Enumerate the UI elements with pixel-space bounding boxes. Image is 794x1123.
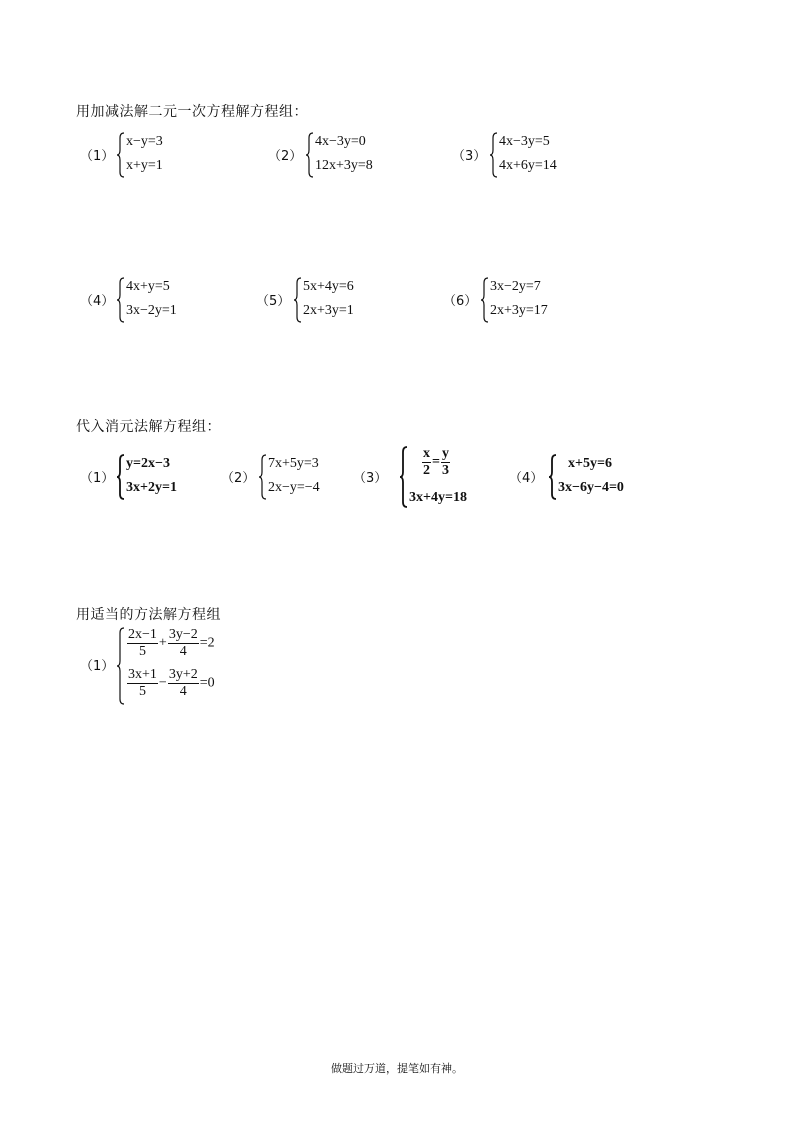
equation-line: 4x−3y=0 <box>315 134 366 149</box>
left-brace-icon <box>258 454 268 500</box>
left-brace-icon <box>293 277 303 323</box>
numerator: 2x−1 <box>128 627 157 642</box>
section1-heading: 用加减法解二元一次方程解方程组： <box>76 104 308 120</box>
denominator: 4 <box>179 684 187 699</box>
problem-number: （4） <box>80 294 115 309</box>
equation-system <box>305 132 395 178</box>
left-brace-icon <box>116 132 126 178</box>
problem-number: （3） <box>353 471 388 486</box>
equation-system <box>116 454 196 500</box>
fraction <box>127 667 158 700</box>
footer-motto: 做题过万道，提笔如有神。 <box>331 1062 463 1075</box>
section2-heading: 代入消元法解方程组： <box>76 419 221 435</box>
denominator: 5 <box>138 684 146 699</box>
problem-number: （6） <box>443 294 478 309</box>
problem-number: （3） <box>452 149 487 164</box>
equation-line: 7x+5y=3 <box>268 456 319 471</box>
left-brace-icon <box>480 277 490 323</box>
equation-line: x−y=3 <box>126 134 163 149</box>
left-brace-icon <box>399 446 409 508</box>
equation-line: 3x+2y=1 <box>126 480 177 495</box>
equation-system <box>489 132 579 178</box>
fraction <box>168 667 199 700</box>
left-brace-icon <box>116 454 126 500</box>
problem-number: （5） <box>256 294 291 309</box>
section3-heading: 用适当的方法解方程组 <box>76 607 221 623</box>
left-brace-icon <box>116 627 126 705</box>
denominator: 4 <box>179 644 187 659</box>
operator: − <box>158 675 167 691</box>
denominator: 5 <box>138 644 146 659</box>
operator: = <box>432 454 440 470</box>
fraction <box>422 446 431 479</box>
problem-number: （4） <box>509 471 544 486</box>
equation-system <box>399 446 489 508</box>
equation-line: 2x+3y=17 <box>490 303 548 318</box>
left-brace-icon <box>489 132 499 178</box>
fraction <box>127 627 158 660</box>
right-hand-side: =2 <box>199 635 215 651</box>
equation-line: 4x+6y=14 <box>499 158 557 173</box>
equation-system <box>116 277 196 323</box>
equation-line <box>126 667 215 700</box>
numerator: 3x+1 <box>128 667 157 682</box>
left-brace-icon <box>116 277 126 323</box>
left-brace-icon <box>305 132 315 178</box>
operator: + <box>158 635 167 651</box>
equation-line <box>421 446 451 479</box>
problem-number: （2） <box>221 471 256 486</box>
denominator: 3 <box>441 463 449 478</box>
numerator: 3y+2 <box>168 667 198 682</box>
equation-system <box>480 277 570 323</box>
equation-line: 3x−2y=7 <box>490 279 541 294</box>
problem-number: （1） <box>80 659 115 674</box>
numerator: y <box>441 446 449 461</box>
equation-line: 3x−2y=1 <box>126 303 177 318</box>
equation-line: 3x−6y−4=0 <box>558 480 624 495</box>
equation-line: 2x+3y=1 <box>303 303 354 318</box>
equation-system <box>293 277 383 323</box>
problem-number: （1） <box>80 149 115 164</box>
numerator: 3y−2 <box>168 627 198 642</box>
equation-system <box>116 627 246 705</box>
equation-line <box>126 627 215 660</box>
equation-line: 3x+4y=18 <box>409 490 467 505</box>
equation-line: 4x+y=5 <box>126 279 170 294</box>
equation-line: 2x−y=−4 <box>268 480 320 495</box>
equation-line: y=2x−3 <box>126 456 170 471</box>
right-hand-side: =0 <box>199 675 215 691</box>
equation-line: 4x−3y=5 <box>499 134 550 149</box>
fraction <box>441 446 450 479</box>
denominator: 2 <box>423 463 430 478</box>
numerator: x <box>423 446 430 461</box>
equation-system <box>548 454 648 500</box>
equation-line: x+y=1 <box>126 158 163 173</box>
equation-line: 12x+3y=8 <box>315 158 373 173</box>
problem-number: （1） <box>80 471 115 486</box>
fraction <box>168 627 199 660</box>
equation-system <box>116 132 196 178</box>
left-brace-icon <box>548 454 558 500</box>
equation-line: 5x+4y=6 <box>303 279 354 294</box>
equation-line: x+5y=6 <box>568 456 612 471</box>
problem-number: （2） <box>268 149 303 164</box>
equation-system <box>258 454 348 500</box>
